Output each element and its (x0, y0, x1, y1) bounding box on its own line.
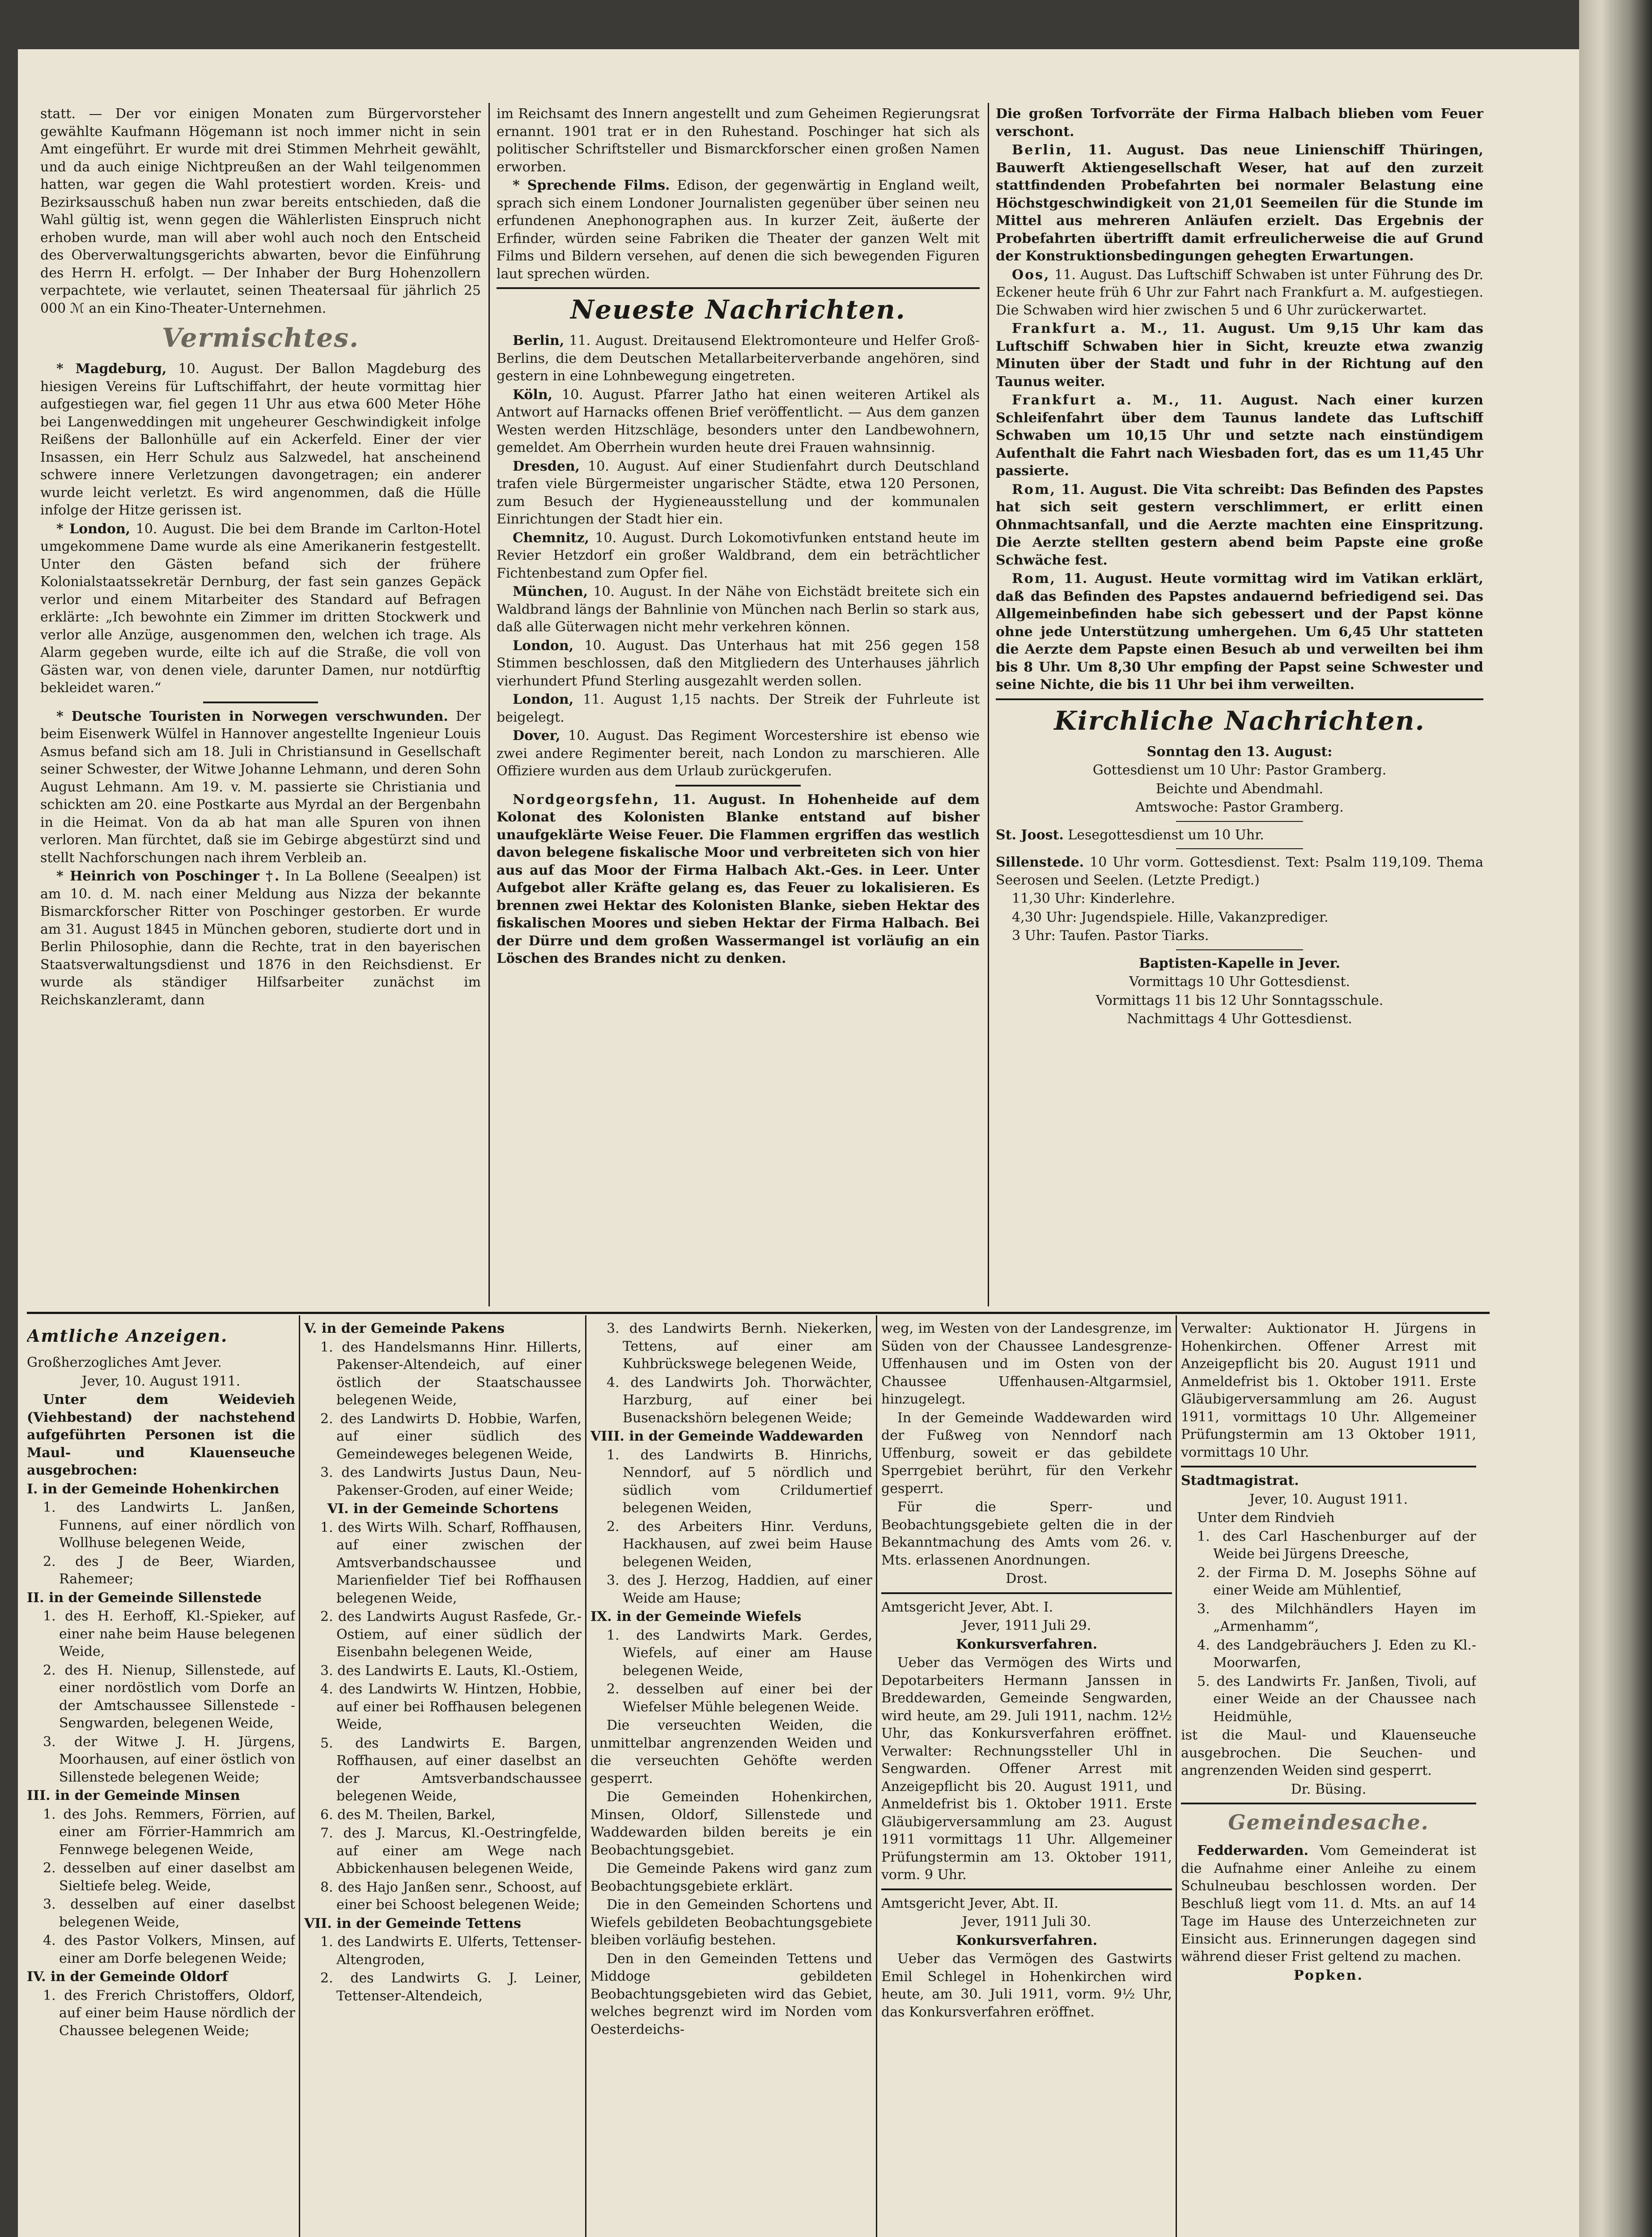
notice-line: VII. in der Gemeinde Tettens (304, 1915, 521, 1931)
upper-column-1 (40, 105, 481, 1300)
news-item: Nordgeorgsfehn, 11. August. In Hohenheide auf dem Kolonat des Kolonisten Blanke entstand auf bisher unaufgeklärte Weise Feuer. Die Flammen ergriffen das westlich davon belegene fiskalische Moor und verbreiteten sich von hier aus auf das Moor der Firma Halbach Akt.-Ges. in Leer. Unter Aufgebot aller Kräfte gelang es, das Feuer zu lokalisieren. Es brennen zwei Hektar des Kolonisten Blanke, sieben Hektar des fiskalischen Moores und sieben Hektar der Firma Halbach. Bei der Dürre und dem großen Wassermangel ist vorläufig an ein Löschen des Brandes nicht zu denken. (497, 791, 980, 966)
notice-line: I. in der Gemeinde Hohenkirchen (27, 1481, 280, 1497)
notice-line: 1. des Landwirts E. Ulferts, Tettenser-Altengroden, (320, 1934, 582, 1968)
lower-column-2 (304, 1320, 582, 2237)
divider (881, 1592, 1172, 1594)
article-text: Die großen Torfvorräte der Firma Halbach blieben vom Feuer verschont. (996, 106, 1483, 140)
divider (881, 1888, 1172, 1890)
notice-line: 1. des Carl Haschenburger auf der Weide bei Jürgens Dreesche, (1197, 1528, 1476, 1562)
notice-line: 5. des Landwirts Fr. Janßen, Tivoli, auf einer Weide an der Chaussee nach Heidmühle, (1197, 1673, 1476, 1725)
notice-line: 2. des Landwirts August Rasfede, Gr.-Ostiem, auf einer südlich der Eisenbahn belegenen Weide, (320, 1609, 582, 1660)
notice-line: 2. desselben auf einer bei der Wiefelser Mühle belegenen Weide. (607, 1681, 872, 1715)
notice-line: Großherzogliches Amt Jever. (27, 1355, 222, 1370)
news-item: * Sprechende Films. Edison, der gegenwärtig in England weilt, sprach sich einem Londoner Journalisten gegenüber über seinen neu erfundenen Anephonographen aus. In kurzer Zeit, äußerte der Erfinder, würden seine Fabriken die Theater der ganzen Welt mit Films und Bildern versehen, auf denen die sich bewegenden Figuren laut sprechen würden. (497, 178, 980, 282)
column-rule (988, 103, 989, 1306)
signature: Popken. (1294, 1967, 1363, 1983)
church-line: Sillenstede. 10 Uhr vorm. Gottesdienst. Text: Psalm 119,109. Thema Seerosen und Seelen. (Letzte Predigt.) (996, 855, 1483, 888)
divider (203, 702, 318, 703)
church-line: 11,30 Uhr: Kinderlehre. (1012, 891, 1175, 906)
upper-column-2 (497, 105, 980, 1300)
notice-line: 1. des H. Eerhoff, Kl.-Spieker, auf einer nahe beim Hause belegenen Weide, (43, 1608, 295, 1659)
column-rule (585, 1315, 586, 2237)
notice-line: Für die Sperr- und Beobachtungsgebiete gelten die in der Bekanntmachung des Amts vom 26. v. Mts. erlassenen Anordnungen. (881, 1499, 1172, 1568)
church-line: 4,30 Uhr: Jugendspiele. Hille, Vakanzprediger. (1012, 909, 1329, 925)
column-rule (876, 1315, 877, 2237)
notice-line: 2. des H. Nienup, Sillenstede, auf einer nordöstlich vom Dorfe an der Amtschaussee Sillenstede - Sengwarden, belegenen Weide, (43, 1662, 295, 1731)
article-text: statt. — Der vor einigen Monaten zum Bürgervorsteher gewählte Kaufmann Högemann ist noch immer nicht in sein Amt eingeführt. Er wurde mit drei Stimmen Mehrheit gewählt, und da auch einige Nichtpreußen an der Wahl teilgenommen hatten, war gegen die Wahl protestiert worden. Kreis- und Bezirksausschuß haben nun zwar bereits entschieden, daß die Wahl gültig ist, wenn gegen die Wählerlisten Einspruch nicht erhoben wurde, man will aber wohl auch noch den Entscheid des Oberverwaltungsgerichts abwarten, bevor die Einführung des Herrn H. erfolgt. — Der Inhaber der Burg Hohenzollern verpachtete, wie verlautet, seinen Theatersaal für jährlich 25 000 ℳ an ein Kino-Theater-Unternehmen. (40, 106, 481, 316)
column-rule (488, 103, 490, 1306)
notice-line: 4. des Landgebräuchers J. Eden zu Kl.-Moorwarfen, (1197, 1637, 1476, 1671)
divider (1181, 1803, 1476, 1804)
notice-line: 3. des Landwirts E. Lauts, Kl.-Ostiem, (320, 1663, 578, 1679)
notice-line: 3. der Witwe J. H. Jürgens, Moorhausen, auf einer östlich von Sillenstede belegenen Weide; (43, 1734, 295, 1785)
notice-line: VIII. in der Gemeinde Waddewarden (590, 1429, 863, 1444)
notice-line: 4. des Pastor Volkers, Minsen, auf einer am Dorfe belegenen Weide; (43, 1933, 295, 1966)
notice-line: IX. in der Gemeinde Wiefels (590, 1609, 802, 1625)
divider (497, 287, 980, 289)
notice-line: 3. des Landwirts Justus Daun, Neu-Pakenser-Groden, auf einer Weide; (320, 1465, 582, 1498)
church-line: Amtswoche: Pastor Gramberg. (1135, 800, 1344, 815)
notice-line: 3. des Landwirts Bernh. Niekerken, Tettens, auf einer am Kuhbrückswege belegenen Weide, (607, 1321, 872, 1372)
notice-line: III. in der Gemeinde Minsen (27, 1788, 240, 1803)
notice-line: II. in der Gemeinde Sillenstede (27, 1590, 262, 1606)
news-item: Berlin, 11. August. Das neue Linienschiff Thüringen, Bauwerft Aktiengesellschaft Weser, hat auf den zurzeit stattfindenden Probefahrten bei normaler Belastung eine Höchstgeschwindigkeit von 21,01 Seemeilen für die Stunde im Mittel aus mehreren Anläufen erzielt. Das Ergebnis der Probefahrten übertrifft damit erfreulicherweise die auf Grund der Konstruktionsbedingungen gehegten Erwartungen. (996, 142, 1483, 264)
notice-line: V. in der Gemeinde Pakens (304, 1321, 505, 1336)
notice-line: Konkursverfahren. (956, 1636, 1098, 1652)
church-line: St. Joost. Lesegottesdienst um 10 Uhr. (996, 827, 1264, 843)
section-rule (27, 1312, 1490, 1314)
signature: Drost. (1006, 1571, 1048, 1586)
notice-line: 4. des Landwirts W. Hintzen, Hobbie, auf einer bei Roffhausen belegenen Weide, (320, 1681, 582, 1732)
section-heading: Amtliche Anzeigen. (27, 1326, 228, 1346)
divider (1176, 949, 1303, 950)
news-item: Chemnitz, 10. August. Durch Lokomotivfunken entstand heute im Revier Hetzdorf ein großer Waldbrand, dem ein beträchtlicher Fichtenbestand zum Opfer fiel. (497, 530, 980, 581)
notice-line: Jever, 1911 Juli 29. (962, 1618, 1091, 1633)
notice-line: Die Gemeinden Hohenkirchen, Minsen, Oldorf, Sillenstede und Waddewarden bilden bereits je ein Beobachtungsgebiet. (590, 1789, 872, 1858)
lower-column-1 (27, 1320, 295, 2237)
notice-line: ist die Maul- und Klauenseuche ausgebrochen. Die Seuchen- und angrenzenden Weiden sind gesperrt. (1181, 1727, 1476, 1778)
notice-line: 1. des Handelsmanns Hinr. Hillerts, Pakenser-Altendeich, auf einer östlich der Staatschaussee belegenen Weide, (320, 1339, 582, 1408)
notice-line: 2. desselben auf einer daselbst am Sieltiefe beleg. Weide, (43, 1860, 295, 1894)
notice-line: 2. des J de Beer, Wiarden, Rahemeer; (43, 1553, 295, 1587)
news-item: Frankfurt a. M., 11. August. Um 9,15 Uhr kam das Luftschiff Schwaben hier in Sicht, kreuzte etwa zwanzig Minuten über der Stadt und fuhr in der Richtung auf den Taunus weiter. (996, 321, 1483, 390)
notice-line: Unter dem Weidevieh (Viehbestand) der nachstehend aufgeführten Personen ist die Maul- und Klauenseuche ausgebrochen: (27, 1392, 295, 1478)
divider (1176, 848, 1303, 849)
notice-line: 3. des Milchhändlers Hayen im „Armenhamm“, (1197, 1601, 1476, 1634)
column-rule (299, 1315, 300, 2237)
section-heading: Gemeindesache. (1228, 1810, 1429, 1834)
notice-line: 1. des Johs. Remmers, Förrien, auf einer am Förrier-Hammrich am Fennwege belegenen Weide, (43, 1806, 295, 1858)
notice-line: Jever, 10. August 1911. (1249, 1491, 1408, 1507)
notice-line: 4. des Landwirts Joh. Thorwächter, Harzburg, auf einer bei Busenackshörn belegenen Weide; (607, 1374, 872, 1426)
church-line: Beichte und Abendmahl. (1155, 781, 1324, 797)
divider (996, 698, 1483, 700)
church-line: Gottesdienst um 10 Uhr: Pastor Gramberg. (1092, 762, 1387, 778)
news-item: London, 10. August. Das Unterhaus hat mit 256 gegen 158 Stimmen beschlossen, daß den Mitgliedern des Unterhauses jährlich vierhundert Pfund Sterling ausgezahlt werden sollen. (497, 638, 980, 689)
notice-line: In der Gemeinde Waddewarden wird der Fußweg von Nenndorf nach Uffenburg, soweit er das gebildete Sperrgebiet berührt, für den Verkehr gesperrt. (881, 1410, 1172, 1497)
news-item: München, 10. August. In der Nähe von Eichstädt breitete sich ein Waldbrand längs der Bahnlinie von München nach Berlin so stark aus, daß alle Güterwagen nicht mehr verkehren können. (497, 584, 980, 635)
section-heading: Kirchliche Nachrichten. (1054, 705, 1425, 736)
notice-line: Verwalter: Auktionator H. Jürgens in Hohenkirchen. Offener Arrest mit Anzeigepflicht bis 20. August 1911 und Anmeldefrist bis 1. Oktober 1911. Erste Gläubigerversammlung am 26. August 1911, vormittags 10 Uhr. Allgemeiner Prüfungstermin am 13 Oktober 1911, vormittags 10 Uhr. (1181, 1321, 1476, 1460)
news-item: Dresden, 10. August. Auf einer Studienfahrt durch Deutschland trafen viele Bürgermeister ungarischer Städte, etwa 120 Personen, zum Besuch der Hygieneausstellung und der kommunalen Einrichtungen der Stadt hier ein. (497, 458, 980, 527)
notice-line: Konkursverfahren. (956, 1932, 1098, 1948)
news-item: * London, 10. August. Die bei dem Brande im Carlton-Hotel umgekommene Dame wurde als eine Amerikanerin festgestellt. Unter den Gästen befand sich der frühere Kolonialstaatssekretär Dernburg, der fast sein ganzes Gepäck verlor und einem Mitarbeiter des Standard auf Befragen erklärte: „Ich bewohnte ein Zimmer im dritten Stockwerk und verlor alle Anzüge, ausgenommen den, welchen ich trage. Als Alarm gegeben wurde, eilte ich auf die Straße, die voll von Gästen war, von denen viele, darunter Damen, nur notdürftig bekleidet waren.“ (40, 521, 481, 696)
notice-line: Die verseuchten Weiden, die unmittelbar angrenzenden Weiden und die verseuchten Gehöfte werden gesperrt. (590, 1718, 872, 1786)
notice-line: Ueber das Vermögen des Gastwirts Emil Schlegel in Hohenkirchen wird heute, am 30. Juli 1911, vorm. 9½ Uhr, das Konkursverfahren eröffnet. (881, 1951, 1172, 2020)
page-edge (1579, 0, 1652, 2237)
notice-line: Amtsgericht Jever, Abt. I. (881, 1599, 1053, 1615)
divider (1181, 1466, 1476, 1467)
notice-line: 1. des Landwirts B. Hinrichs, Nenndorf, auf 5 nördlich und südlich vom Crildumertief belegenen Weiden, (607, 1447, 872, 1516)
news-item: Rom, 11. August. Heute vormittag wird im Vatikan erklärt, daß das Befinden des Papstes andauernd befriedigend sei. Das Allgemeinbefinden habe sich gebessert und der Papst könne ohne jede Unterstützung umhergehen. Um 6,45 Uhr statteten die Aerzte dem Papste einen Besuch ab und verweilten bei ihm bis 8 Uhr. Um 8,30 Uhr empfing der Papst seine Schwester und seine Nichte, die bis 11 Uhr bei ihm verweilten. (996, 571, 1483, 693)
notice-line: 1. des Landwirts L. Janßen, Funnens, auf einer nördlich von Wollhuse belegenen Weide, (43, 1500, 295, 1551)
notice-line: 3. des J. Herzog, Haddien, auf einer Weide am Hause; (607, 1573, 872, 1606)
notice-line: Unter dem Rindvieh (1197, 1510, 1335, 1526)
news-item: * Magdeburg, 10. August. Der Ballon Magdeburg des hiesigen Vereins für Luftschiffahrt, der heute vormittag hier aufgestiegen war, fiel gegen 11 Uhr aus etwa 600 Meter Höhe bei Langenweddingen mit ungeheurer Geschwindigkeit infolge Reißens der Ballonhülle auf ein Ackerfeld. Einer der vier Insassen, ein Herr Schulz aus Salzwedel, hat anscheinend schwere innere Verletzungen davongetragen; ein anderer wurde leicht verletzt. Es wird angenommen, daß die Hülle infolge der Hitze gerissen ist. (40, 361, 481, 518)
news-item: Rom, 11. August. Die Vita schreibt: Das Befinden des Papstes hat sich seit gestern verschlimmert, er erlitt einen Ohnmachtsanfall, und die Aerzte machten eine Einspritzung. Die Aerzte stellten gestern abend beim Papste eine große Schwäche fest. (996, 481, 1483, 568)
divider (1176, 821, 1303, 822)
newspaper-page (18, 49, 1579, 2237)
notice-line: Fedderwarden. Vom Gemeinderat ist die Aufnahme einer Anleihe zu einem Schulneubau beschlossen worden. Der Beschluß liegt vom 11. d. Mts. an auf 14 Tage im Hause des Unterzeichneten zur Einsicht aus. Erinnerungen dagegen sind während dieser Frist geltend zu machen. (1181, 1843, 1476, 1965)
notice-line: Stadtmagistrat. (1181, 1473, 1299, 1488)
notice-line: Die in den Gemeinden Schortens und Wiefels gebildeten Beobachtungsgebiete bleiben vorläufig bestehen. (590, 1897, 872, 1948)
lower-column-5 (1181, 1320, 1476, 2237)
church-line: Nachmittags 4 Uhr Gottesdienst. (1127, 1011, 1352, 1027)
divider (675, 785, 801, 787)
notice-line: Den in den Gemeinden Tettens und Middoge gebildeten Beobachtungsgebieten wird das Gebiet, welches begrenzt wird im Norden vom Oesterdeichs- (590, 1951, 872, 2037)
notice-line: 6. des M. Theilen, Barkel, (320, 1807, 496, 1823)
notice-line: VI. in der Gemeinde Schortens (327, 1501, 559, 1517)
lower-column-3 (590, 1320, 872, 2237)
notice-line: 2. des Landwirts D. Hobbie, Warfen, auf einer südlich des Gemeindeweges belegenen Weide, (320, 1411, 582, 1462)
news-item: * Deutsche Touristen in Norwegen verschwunden. Der beim Eisenwerk Wülfel in Hannover angestellte Ingenieur Louis Asmus befand sich am 18. Juli in Christiansund in Gesellschaft seiner Schwester, der Witwe Johanne Lehmann, und deren Sohn August Lehmann. Am 19. v. M. passierte sie Christiania und schickten am 20. eine Postkarte aus Myrdal an der Bergenbahn in die Heimat. Von da ab hat man alle Spuren von ihnen verloren. Man fürchtet, daß sie im Gebirge abgestürzt sind und stellt Nachforschungen nach ihrem Verbleib an. (40, 708, 481, 866)
notice-line: 1. des Frerich Christoffers, Oldorf, auf einer beim Hause nördlich der Chaussee belegenen Weide; (43, 1987, 295, 2039)
news-item: Oos, 11. August. Das Luftschiff Schwaben ist unter Führung des Dr. Eckener heute früh 6 Uhr zur Fahrt nach Frankfurt a. M. aufgestiegen. Die Schwaben wird hier zwischen 5 und 6 Uhr zurückerwartet. (996, 267, 1483, 318)
notice-line: 1. des Landwirts Mark. Gerdes, Wiefels, auf einer am Hause belegenen Weide, (607, 1627, 872, 1679)
notice-line: 7. des J. Marcus, Kl.-Oestringfelde, auf einer am Wege nach Abbickenhausen belegenen Weide, (320, 1825, 582, 1876)
notice-line: 1. des Wirts Wilh. Scharf, Roffhausen, auf einer zwischen der Amtsverbandschaussee und Marienfielder Tief bei Roffhausen belegenen Weide, (320, 1519, 582, 1606)
news-item: Berlin, 11. August. Dreitausend Elektromonteure und Helfer Groß-Berlins, die dem Deutschen Metallarbeiterverbande angehören, sind gestern in eine Lohnbewegung eingetreten. (497, 333, 980, 384)
notice-line: 2. des Landwirts G. J. Leiner, Tettenser-Altendeich, (320, 1970, 582, 2004)
signature: Dr. Büsing. (1291, 1781, 1367, 1797)
notice-line: Die Gemeinde Pakens wird ganz zum Beobachtungsgebiete erklärt. (590, 1861, 872, 1894)
notice-line: 3. desselben auf einer daselbst belegenen Weide, (43, 1897, 295, 1930)
news-item: Köln, 10. August. Pfarrer Jatho hat einen weiteren Artikel als Antwort auf Harnacks offenen Brief veröffentlicht. — Aus dem ganzen Westen werden Hitzschläge, besonders unter den Landbewohnern, gemeldet. Am Oberrhein wurden heute drei Frauen wahnsinnig. (497, 387, 980, 455)
notice-line: IV. in der Gemeinde Oldorf (27, 1969, 228, 1985)
section-heading: Neueste Nachrichten. (570, 294, 906, 325)
notice-line: Jever, 10. August 1911. (81, 1373, 241, 1389)
notice-line: Jever, 1911 Juli 30. (962, 1914, 1091, 1930)
section-heading: Vermischtes. (161, 323, 360, 353)
church-line: Baptisten-Kapelle in Jever. (1139, 955, 1340, 971)
notice-line: Ueber das Vermögen des Wirts und Depotarbeiters Hermann Janssen in Breddewarden, Gemeinde Sengwarden, wird heute, am 29. Juli 1911, nachm. 12½ Uhr, das Konkursverfahren eröffnet. Verwalter: Rechnungssteller Uhl in Sengwarden. Offener Arrest mit Anzeigepflicht bis 20. August 1911, und Anmeldefrist bis 1. Oktober 1911. Erste Gläubigerversammlung am 23. August 1911 vormittags 11 Uhr. Allgemeiner Prüfungstermin am 13. Oktober 1911, vorm. 9 Uhr. (881, 1655, 1172, 1883)
news-item: London, 11. August 1,15 nachts. Der Streik der Fuhrleute ist beigelegt. (497, 692, 980, 725)
church-line: 3 Uhr: Taufen. Pastor Tiarks. (1012, 928, 1209, 944)
news-item: Dover, 10. August. Das Regiment Worcestershire ist ebenso wie zwei andere Regimenter bereit, nach London zu marschieren. Alle Offiziere wurden aus dem Urlaub zurückgerufen. (497, 728, 980, 779)
church-line: Sonntag den 13. August: (1147, 744, 1333, 760)
church-line: Vormittags 10 Uhr Gottesdienst. (1129, 974, 1350, 990)
column-rule (1176, 1315, 1177, 2237)
notice-line: 5. des Landwirts E. Bargen, Roffhausen, auf einer daselbst an der Amtsverbandschaussee belegenen Weide, (320, 1735, 582, 1804)
church-line: Vormittags 11 bis 12 Uhr Sonntagsschule. (1096, 992, 1384, 1008)
upper-column-3 (996, 105, 1483, 1300)
notice-line: 8. des Hajo Janßen senr., Schoost, auf einer bei Schoost belegenen Weide; (320, 1879, 582, 1913)
article-text: im Reichsamt des Innern angestellt und zum Geheimen Regierungsrat ernannt. 1901 trat er in den Ruhestand. Poschinger hat sich als politischer Schriftsteller und Bismarckforscher einen großen Namen erworben. (497, 106, 980, 175)
news-item: Frankfurt a. M., 11. August. Nach einer kurzen Schleifenfahrt über dem Taunus landete das Luftschiff Schwaben um 10,15 Uhr und setzte nach einstündigem Aufenthalt die Fahrt nach Wiesbaden fort, das es um 11,45 Uhr passierte. (996, 392, 1483, 479)
notice-line: 2. des Arbeiters Hinr. Verduns, Hackhausen, auf zwei beim Hause belegenen Weiden, (607, 1518, 872, 1570)
notice-line: Amtsgericht Jever, Abt. II. (881, 1895, 1059, 1911)
notice-line: weg, im Westen von der Landesgrenze, im Süden von der Chaussee Landesgrenze-Uffenhausen und im Osten von der Chaussee Uffenhausen-Altgarmsiel, hinzugelegt. (881, 1321, 1172, 1407)
lower-column-4 (881, 1320, 1172, 2237)
news-item: * Heinrich von Poschinger †. In La Bollene (Seealpen) ist am 10. d. M. nach einer Meldung aus Nizza der bekannte Bismarckforscher Ritter von Poschinger gestorben. Er wurde am 31. August 1845 in München geboren, studierte dort und in Berlin Philosophie, dann die Rechte, trat in den bayerischen Staatsverwaltungsdienst und 1876 in den Reichsdienst. Er wurde als ständiger Hilfsarbeiter zunächst im Reichskanzleramt, dann (40, 868, 481, 1008)
notice-line: 2. der Firma D. M. Josephs Söhne auf einer Weide am Mühlentief, (1197, 1565, 1476, 1598)
